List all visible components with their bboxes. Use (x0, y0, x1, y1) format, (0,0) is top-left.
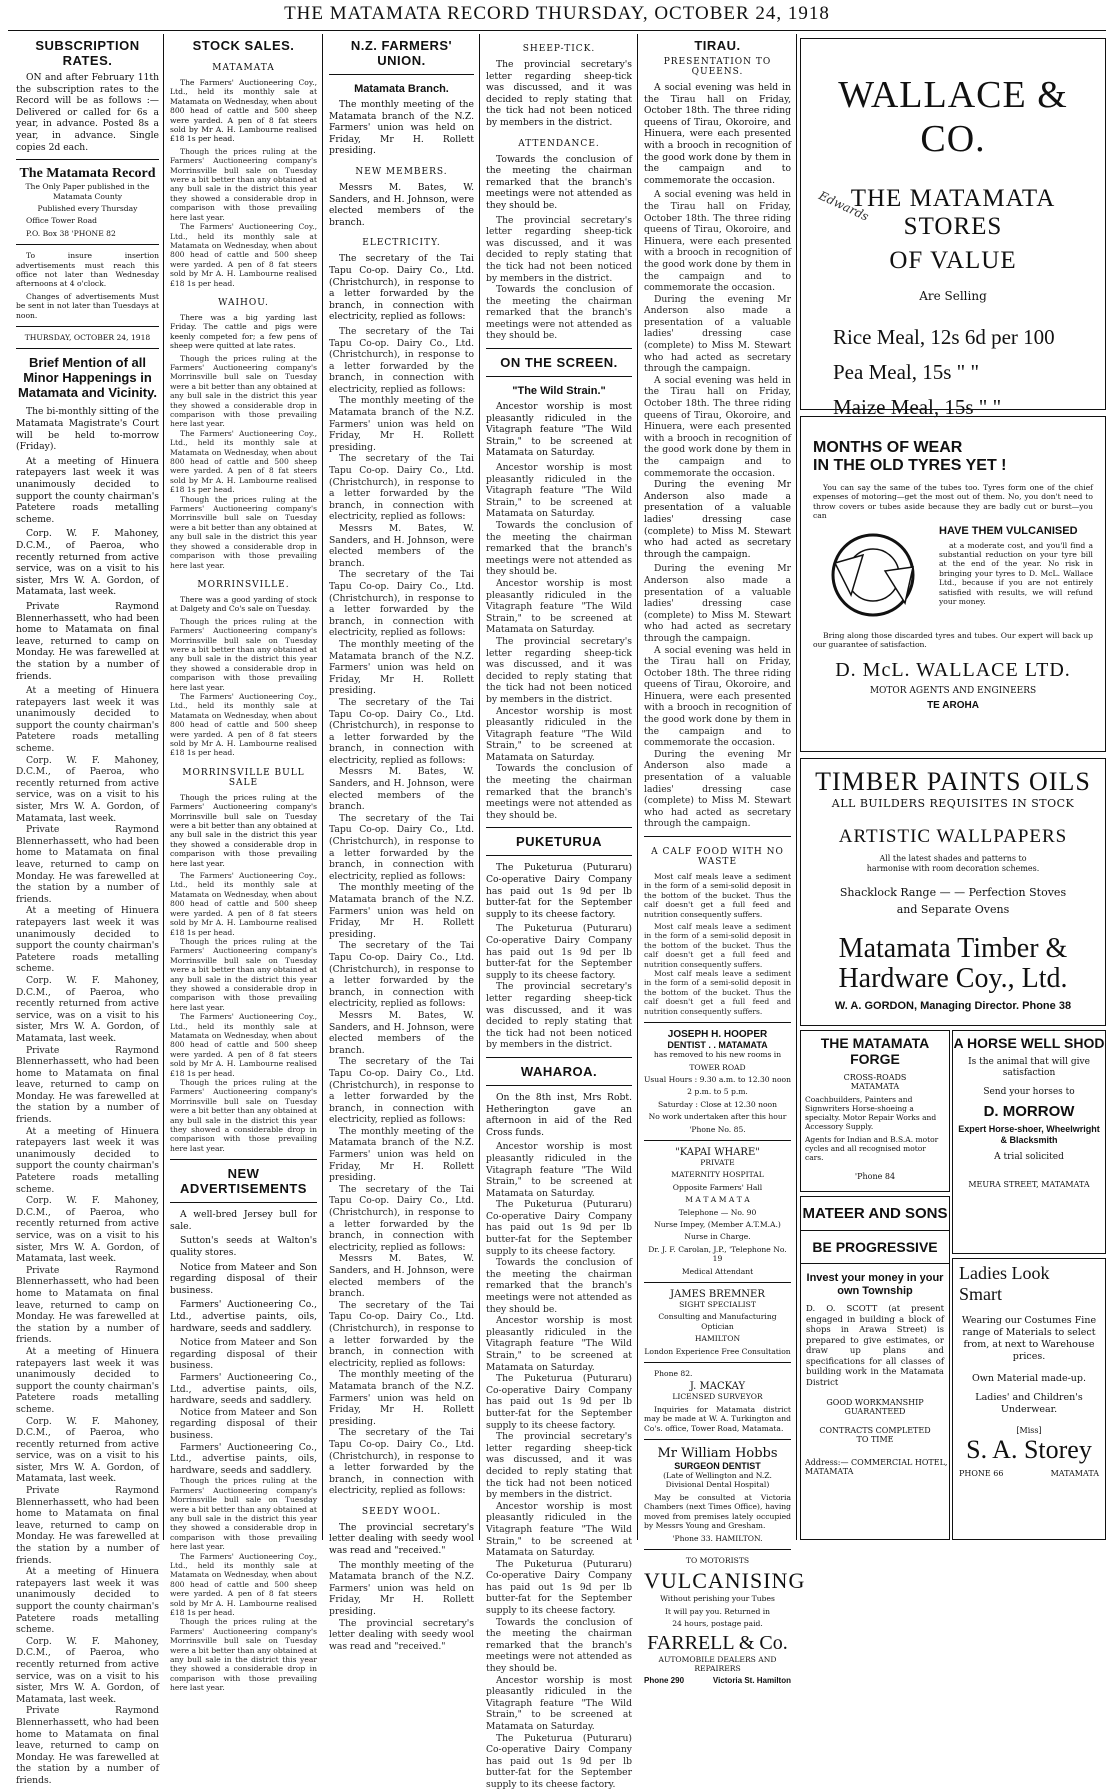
tyres-text: You can say the same of the tubes too. Tyres form one of the chief expenses of motoring—get the most out of them. No, you don't need to throw covers or tubes aside because they are badly cut or burst—you can (813, 483, 1093, 521)
body-text: The provincial secretary's letter dealing with seedy wool was read and "received." (329, 1617, 474, 1652)
column-rule (163, 34, 164, 1540)
body-text: The Farmers' Auctioneering Coy., Ltd., held its monthly sale at Matamata on Wednesday, when about 800 head of cattle and 500 sheep were yarded. A pen of 8 fat steers sold by Mr A. H. Lambourne realised £18 1s per head. (170, 1012, 317, 1078)
dateline: THURSDAY, OCTOBER 24, 1918 (24, 333, 151, 343)
ad-line: Saturday : Close at 12.30 noon (657, 1099, 778, 1109)
mateer-line: GUARANTEED (844, 1407, 906, 1416)
body-text: Ancestor worship is most pleasantly ridiculed in the Vitagraph feature "The Wild Strain," to be screened at Matamata on Saturday. (486, 462, 632, 520)
body-text: Though the prices ruling at the Farmers' Auctioneering company's Morrinsville bull sale on Tuesday were a bit better than any obtained at any bull sale in the district this year they showed a considerable drop in comparison with those prevailing here last year. (170, 353, 317, 429)
wallpapers-heading: ARTISTIC WALLPAPERS (838, 826, 1068, 847)
tyres-firm-line: MOTOR AGENTS AND ENGINEERS (869, 686, 1037, 697)
mateer-ad (800, 1196, 950, 1540)
forge-phone: 'Phone 84 (854, 1172, 896, 1181)
wallace-value: OF VALUE (889, 247, 1017, 274)
ad-line: Medical Attendant (681, 1266, 754, 1276)
ad-line: (Late of Wellington and N.Z. Divisional Dental Hospital) (663, 1471, 772, 1490)
mateer-line: CONTRACTS COMPLETED (819, 1426, 931, 1435)
ad-line: SIGHT SPECIALIST (679, 1300, 756, 1309)
ad-line: Dr. J. F. Carolan, J.P., 'Telephone No. 19 (648, 1244, 787, 1264)
body-text: The Puketurua (Puturaru) Co-operative Dairy Company has paid out 1s 9d per lb butter-fat for the September supply to its cheese factory. (486, 923, 632, 981)
invest-heading: Invest your money in your own Township (806, 1272, 944, 1297)
ad-line: Telephone — No. 90 (678, 1207, 757, 1217)
body-text: The monthly meeting of the Matamata branch of the N.Z. Farmers' union was held on Friday, Mr H. Rollett presiding. (329, 1559, 474, 1618)
body-text: The Farmers' Auctioneering Coy., Ltd., held its monthly sale at Matamata on Wednesday, when about 800 head of cattle and 500 sheep were yarded. A pen of 8 fat steers sold by Mr A. H. Lambourne realised £18 1s per head. (170, 871, 317, 937)
mateer-line: TO TIME (856, 1435, 894, 1444)
branch-subheading: Matamata Branch. (354, 83, 449, 95)
body-text: The Puketurua (Puturaru) Co-operative Dairy Company has paid out 1s 9d per lb butter-fat for the September supply to its cheese factory. (486, 1558, 632, 1617)
body-text: Ancestor worship is most pleasantly ridiculed in the Vitagraph feature "The Wild Strain," to be screened at Matamata on Saturday. (486, 705, 632, 763)
body-text: The provincial secretary's letter regarding sheep-tick was discussed, and it was decided to reply stating that the tick had not been noticed by members in the district. (486, 635, 632, 705)
body-text: Messrs M. Bates, W. Sanders, and H. Johnson, were elected members of the branch. (329, 523, 474, 569)
stock-report: The Farmers' Auctioneering Coy., Ltd., held its monthly sale at Matamata on Wednesday, when about 800 head of cattle and 500 sheep were yarded. A pen of 8 fat steers sold by Mr A. H. Lambourne realised £18 1s per head. (170, 78, 317, 144)
section-title: PRESENTATION TO QUEENS. (663, 57, 772, 77)
wallpapers-text: All the latest shades and patterns to harmonise with room decoration schemes. (866, 854, 1040, 873)
puketurua-heading: PUKETURUA (515, 834, 603, 850)
ladies-line: Own Material made-up. (972, 1373, 1086, 1384)
ad-line: LICENSED SURVEYOR (672, 1392, 763, 1402)
body-text: The secretary of the Tai Tapu Co-op. Dairy Co., Ltd. (Christchurch), in response to a letter forwarded by the branch, in connection with electricity, replied as follows: (329, 940, 474, 1010)
horse-heading: A HORSE WELL SHOD (953, 1035, 1105, 1051)
ad-line: No work undertaken after this hour (648, 1112, 787, 1122)
body-text: The secretary of the Tai Tapu Co-op. Dairy Co., Ltd. (Christchurch), in response to a letter forwarded by the branch, in connection with electricity, replied as follows: (329, 1056, 474, 1126)
body-text: The provincial secretary's letter regarding sheep-tick was discussed, and it was decided to reply stating that the tick had not been noticed by members in the district. (486, 214, 632, 284)
mateer-heading: MATEER AND SONS (802, 1205, 948, 1222)
body-text: Ancestor worship is most pleasantly ridiculed in the Vitagraph feature "The Wild Strain," to be screened at Matamata on Saturday. (486, 1500, 632, 1559)
column-2 (166, 34, 321, 1693)
news-paragraph: The monthly meeting of the Matamata branch of the N.Z. Farmers' union was held on Friday, Mr H. Rollett presiding. (329, 99, 474, 157)
body-text: Though the prices ruling at the Farmers' Auctioneering company's Morrinsville bull sale on Tuesday were a bit better than any obtained at any bull sale in the district this year they showed a considerable drop in comparison with those prevailing here last year. (170, 494, 317, 570)
body-text: The secretary of the Tai Tapu Co-op. Dairy Co., Ltd. (Christchurch), in response to a letter forwarded by the branch, in connection with electricity, replied as follows: (329, 325, 474, 395)
section-title: WAIHOU. (218, 297, 269, 308)
news-paragraph: At a meeting of Hinuera ratepayers last week it was unanimously decided to support the county chairman's Patetere roads metalling scheme. (16, 455, 159, 525)
miss-label: [Miss] (1016, 1426, 1042, 1435)
ad-line: Nurse in Charge. (684, 1232, 751, 1242)
body-text: Ancestor worship is most pleasantly ridiculed in the Vitagraph feature "The Wild Strain," to be screened at Matamata on Saturday. (486, 1674, 632, 1732)
farrell-name: FARRELL & Co. (647, 1631, 788, 1654)
news-paragraph: Corp. W. F. Mahoney, D.C.M., of Paeroa, who recently returned from active service, was on a visit to his sister, Mrs W. A. Gordon, of Matamata, last week. (16, 528, 159, 598)
body-text: The secretary of the Tai Tapu Co-op. Dairy Co., Ltd. (Christchurch), in response to a letter forwarded by the branch, in connection with electricity, replied as follows: (329, 1183, 474, 1253)
body-text: At a meeting of Hinuera ratepayers last week it was unanimously decided to support the county chairman's Patetere roads metalling scheme. (16, 1345, 159, 1415)
news-paragraph: The bi-monthly sitting of the Matamata Magistrate's Court will be held to-morrow (Friday). (16, 406, 159, 453)
body-text: Though the prices ruling at the Farmers' Auctioneering company's Morrinsville bull sale on Tuesday were a bit better than any obtained at any bull sale in the district this year they showed a considerable drop in comparison with those prevailing here last year. (170, 1476, 317, 1552)
news-paragraph: The provincial secretary's letter regarding sheep-tick was discussed, and it was decided to reply stating that the tick had not been noticed by members in the district. (486, 59, 632, 128)
body-text: The Puketurua (Puturaru) Co-operative Dairy Company has paid out 1s 9d per lb butter-fat for the September supply to its cheese factory. (486, 1373, 632, 1431)
column-1 (12, 34, 163, 1786)
body-text: Corp. W. F. Mahoney, D.C.M., of Paeroa, who recently returned from active service, was on a visit to his sister, Mrs W. A. Gordon, of Matamata, last week. (16, 974, 159, 1044)
ad-line: PRIVATE (700, 1157, 735, 1167)
news-paragraph: The secretary of the Tai Tapu Co-op. Dairy Co., Ltd. (Christchurch), in response to a letter forwarded by the branch, in connection with electricity, replied as follows: (329, 253, 474, 323)
range-line: Shacklock Range — — Perfection Stoves (839, 886, 1067, 899)
ad-line: Consulting and Manufacturing Optician (658, 1312, 777, 1331)
ad-line: Nurse Impey, (Member A.T.M.A.) (654, 1219, 781, 1229)
farrell-address: Victoria St. Hamilton (712, 1676, 791, 1686)
bremner-name: JAMES BREMNER (670, 1289, 765, 1300)
body-text: The Farmers' Auctioneering Coy., Ltd., held its monthly sale at Matamata on Wednesday, when about 800 head of cattle and 500 sheep were yarded. A pen of 8 fat steers sold by Mr A. H. Lambourne realised £18 1s per head. (170, 1551, 317, 1617)
paper-title: The Matamata Record (19, 166, 156, 182)
film-subheading: "The Wild Strain." (512, 385, 606, 398)
storey-name: S. A. Storey (966, 1435, 1092, 1464)
hobbs-title: SURGEON DENTIST (674, 1461, 761, 1472)
body-text: The secretary of the Tai Tapu Co-op. Dairy Co., Ltd. (Christchurch), in response to a letter forwarded by the branch, in connection with electricity, replied as follows: (329, 1427, 474, 1497)
body-text: The monthly meeting of the Matamata branch of the N.Z. Farmers' union was held on Friday, Mr H. Rollett presiding. (329, 395, 474, 453)
ad-notice: A well-bred Jersey bull for sale. (170, 1209, 317, 1232)
ad-line: AUTOMOBILE DEALERS AND REPAIRERS (658, 1654, 777, 1673)
news-paragraph: During the evening Mr Anderson also made a presentation of a valuable ladies' dressing case (complete) to Miss M. Stewart who had acted as secretary through the campaign. (644, 479, 791, 560)
timber-firm-2: Hardware Coy., Ltd. (838, 963, 1068, 994)
storey-town: MATAMATA (1050, 1469, 1099, 1478)
stock-report: There was a good yarding of stock at Dalgety and Co's sale on Tuesday. (170, 594, 317, 614)
ad-line: TO MOTORISTS (685, 1555, 750, 1565)
masthead-rule (8, 30, 1106, 31)
waharoa-heading: WAHAROA. (520, 1063, 598, 1079)
body-text: A social evening was held in the Tirau hall on Friday, October 18th. The three riding queens of Tirau, Okoroire, and Hinuera, were each presented with a brooch in recognition of the good work done by them in the campaign and to commemorate the occasion. (644, 374, 791, 479)
hooper-name: JOSEPH H. HOOPER (667, 1029, 768, 1041)
body-text: Private Raymond Blennerhassett, who had been home to Matamata on final leave, returned to camp on Monday. He was farewelled at the station by a number of friends. (16, 1264, 159, 1346)
body-text: Farmers' Auctioneering Co., Ltd., advertise paints, oils, hardware, seeds and saddlery. (170, 1441, 317, 1476)
news-paragraph: Messrs M. Bates, W. Sanders, and H. Johnson, were elected members of the branch. (329, 181, 474, 228)
tyres-text: at a moderate cost, and you'll find a substantial reduction on your tyre bill at the end of the year. No risk in bringing your tyres to D. McL. Wallace Ltd., because if you are not entirely satisfied with results, we will refund your money. (939, 540, 1093, 607)
masthead: THE MATAMATA RECORD THURSDAY, OCTOBER 24, 1918 (284, 3, 830, 24)
timber-heading: TIMBER PAINTS OILS (815, 767, 1091, 796)
body-text: At a meeting of Hinuera ratepayers last week it was unanimously decided to support the county chairman's Patetere roads metalling scheme. (16, 685, 159, 755)
box-line: P.O. Box 38 'PHONE 82 (26, 228, 116, 238)
morrow-name: D. MORROW (983, 1103, 1075, 1120)
ad-line: Without perishing your Tubes (660, 1594, 775, 1604)
price-item-name: Rice Meal, (833, 325, 926, 349)
news-paragraph: Ancestor worship is most pleasantly ridiculed in the Vitagraph feature "The Wild Strain," to be screened at Matamata on Saturday. (486, 401, 632, 459)
body-text: The secretary of the Tai Tapu Co-op. Dairy Co., Ltd. (Christchurch), in response to a letter forwarded by the branch, in connection with electricity, replied as follows: (329, 569, 474, 639)
body-text: At a meeting of Hinuera ratepayers last week it was unanimously decided to support the county chairman's Patetere roads metalling scheme. (16, 1125, 159, 1195)
ladies-heading-2: Smart (959, 1284, 1002, 1304)
farrell-phone: Phone 290 (644, 1676, 685, 1686)
tyres-ad (800, 416, 1106, 752)
body-text: Corp. W. F. Mahoney, D.C.M., of Paeroa, who recently returned from active service, was on a visit to his sister, Mrs W. A. Gordon, of Matamata, last week. (16, 1635, 159, 1705)
ad-line: 'Phone 33. HAMILTON. (672, 1533, 763, 1543)
body-text: The secretary of the Tai Tapu Co-op. Dairy Co., Ltd. (Christchurch), in response to a letter forwarded by the branch, in connection with electricity, replied as follows: (329, 1299, 474, 1369)
column-rule (322, 34, 323, 1540)
body-text: Farmers' Auctioneering Co., Ltd., advertise paints, oils, hardware, seeds and saddlery. (170, 1371, 317, 1407)
new-ads-heading: NEW ADVERTISEMENTS (180, 1166, 307, 1197)
horse-line: Is the animal that will give satisfaction (968, 1057, 1090, 1078)
body-text: Messrs M. Bates, W. Sanders, and H. Johnson, were elected members of the branch. (329, 1253, 474, 1300)
hooper-title: DENTIST . . MATAMATA (667, 1040, 768, 1051)
stock-report: Though the prices ruling at the Farmers' Auctioneering company's Morrinsville bull sale on Tuesday were a bit better than any obtained at any bull sale in the district this year they showed a considerable drop in comparison with those prevailing here last year. (170, 792, 317, 868)
scott-text: D. O. SCOTT (at present engaged in building a block of shops in Arawa Street) is prepared to give estimates, or draw up plans and specifications for all classes of building work in the Matamata District (806, 1304, 944, 1388)
section-title: SHEEP-TICK. (522, 44, 596, 54)
section-title: MORRINSVILLE. (197, 579, 290, 590)
horse-ad (952, 1030, 1106, 1254)
ad-line: 'Phone No. 85. (689, 1124, 746, 1134)
news-paragraph: The provincial secretary's letter dealing with seedy wool was read and "received." (329, 1521, 474, 1557)
ad-line: Opposite Farmers' Hall (672, 1182, 763, 1192)
column-rule (637, 34, 638, 1540)
body-text: The provincial secretary's letter regarding sheep-tick was discussed, and it was decided to reply stating that the tick had not been noticed by members in the district. (486, 1431, 632, 1501)
body-text: The monthly meeting of the Matamata branch of the N.Z. Farmers' union was held on Friday, Mr H. Rollett presiding. (329, 882, 474, 940)
forge-heading: THE MATAMATA FORGE (820, 1035, 930, 1067)
body-text: Though the prices ruling at the Farmers' Auctioneering company's Morrinsville bull sale on Tuesday were a bit better than any obtained at any bull sale in the district this year they showed a considerable drop in comparison with those prevailing here last year. (170, 1617, 317, 1693)
forge-ad (800, 1030, 950, 1192)
ad-line: It will pay you. Returned in (664, 1606, 771, 1616)
paper-line: The Only Paper published in the Matamata County (25, 182, 150, 201)
ladies-line: Ladies' and Children's Underwear. (975, 1392, 1083, 1415)
body-text: A social evening was held in the Tirau hall on Friday, October 18th. The three riding queens of Tirau, Okoroire, and Hinuera, were each presented with a brooch in recognition of the good work done by them in the campaign and to commemorate the occasion. (644, 644, 791, 749)
ad-line: M A T A M A T A (685, 1195, 750, 1205)
calf-food-text: Most calf meals leave a sediment in the form of a semi-solid deposit in the bottom of the bucket. Thus the calf doesn't get a full feed and nutrition consequently suffers. (644, 872, 791, 919)
body-text: Though the prices ruling at the Farmers' Auctioneering company's Morrinsville bull sale on Tuesday were a bit better than any obtained at any bull sale in the district this year they showed a considerable drop in comparison with those prevailing here last year. (170, 936, 317, 1012)
tirau-heading: TIRAU. (694, 38, 741, 53)
wallace-stores: THE MATAMATA STORES (850, 185, 1056, 240)
tyre-illustration (813, 525, 933, 625)
vulcanising-heading: VULCANISING (644, 1568, 806, 1594)
body-text: Corp. W. F. Mahoney, D.C.M., of Paeroa, who recently returned from active service, was on a visit to his sister, Mrs W. A. Gordon, of Matamata, last week. (16, 1195, 159, 1265)
storey-phone: PHONE 66 (959, 1469, 1004, 1478)
column-rule (479, 34, 480, 1540)
body-text: Notice from Mateer and Son regarding disposal of their business. (170, 1406, 317, 1441)
mackay-name: J. MACKAY (689, 1381, 746, 1393)
body-text: Ancestor worship is most pleasantly ridiculed in the Vitagraph feature "The Wild Strain," to be screened at Matamata on Saturday. (486, 1141, 632, 1199)
manager-line: W. A. GORDON, Managing Director. (834, 1000, 1020, 1012)
price-item-price: 15s " " (922, 360, 980, 384)
body-text: The monthly meeting of the Matamata branch of the N.Z. Farmers' union was held on Friday, Mr H. Rollett presiding. (329, 1369, 474, 1427)
body-text: Though the prices ruling at the Farmers' Auctioneering company's Morrinsville bull sale on Tuesday were a bit better than any obtained at any bull sale in the district this year they showed a considerable drop in comparison with those prevailing here last year. (170, 1078, 317, 1153)
section-title: NEW MEMBERS. (355, 166, 448, 177)
section-title: ATTENDANCE. (518, 138, 600, 149)
ad-line: 24 hours, postage paid. (672, 1619, 763, 1629)
ladies-ad (952, 1258, 1106, 1540)
news-paragraph: Towards the conclusion of the meeting the chairman remarked that the branch's meetings were not attended as they should be. (486, 153, 632, 211)
body-text: The Farmers' Auctioneering Coy., Ltd., held its monthly sale at Matamata on Wednesday, when about 800 head of cattle and 500 sheep were yarded. A pen of 8 fat steers sold by Mr A. H. Lambourne realised £18 1s per head. (170, 222, 317, 288)
brief-mention-heading: Brief Mention of all Minor Happenings in Matamata and Vicinity. (18, 355, 157, 401)
body-text: At a meeting of Hinuera ratepayers last week it was unanimously decided to support the county chairman's Patetere roads metalling scheme. (16, 1566, 159, 1636)
column-3 (325, 34, 478, 1652)
morrow-title: Expert Horse-shoer, Wheelwright & Blacksmith (958, 1124, 1100, 1145)
body-text: Towards the conclusion of the meeting the chairman remarked that the branch's meetings were not attended as they should be. (486, 284, 632, 342)
wallace-ad (800, 38, 1106, 419)
section-title: MORRINSVILLE BULL SALE (182, 767, 305, 788)
section-title: MATAMATA (212, 63, 275, 73)
ad-line: Inquiries for Matamata district may be made at W. A. Turkington and Co's. office, Tower Road, Matamata. (644, 1404, 791, 1433)
tyres-heading-1: MONTHS OF WEAR (813, 439, 963, 456)
body-text: Towards the conclusion of the meeting the chairman remarked that the branch's meetings were not attended as they should be. (486, 763, 632, 821)
body-text: Private Raymond Blennerhassett, who had been home to Matamata on final leave, returned to camp on Monday. He was farewelled at the station by a number of friends. (16, 1485, 159, 1566)
body-text: The provincial secretary's letter regarding sheep-tick was discussed, and it was decided to reply stating that the tick had not been noticed by members in the district. (486, 981, 632, 1051)
news-paragraph: A social evening was held in the Tirau hall on Friday, October 18th. The three riding queens of Tirau, Okoroire, and Hinuera, were each presented with a brooch in recognition of the good work done by them in the campaign and to commemorate the occasion. (644, 82, 791, 186)
progressive-heading: BE PROGRESSIVE (812, 1239, 938, 1255)
forge-line: CROSS-ROADS (843, 1073, 907, 1082)
body-text: The secretary of the Tai Tapu Co-op. Dairy Co., Ltd. (Christchurch), in response to a letter forwarded by the branch, in connection with electricity, replied as follows: (329, 812, 474, 882)
news-paragraph: Private Raymond Blennerhassett, who had been home to Matamata on final leave, returned to camp on Monday. He was farewelled at the station by a number of friends. (16, 600, 159, 682)
body-text: Though the prices ruling at the Farmers' Auctioneering company's Morrinsville bull sale on Tuesday were a bit better than any obtained at any bull sale in the district this year they showed a considerable drop in comparison with those prevailing here last year. (170, 146, 317, 222)
body-text: Ancestor worship is most pleasantly ridiculed in the Vitagraph feature "The Wild Strain," to be screened at Matamata on Saturday. (486, 577, 632, 636)
ladies-text: Wearing our Costumes Fine range of Materials to select from, at next to Warehouse prices. (961, 1315, 1097, 1362)
body-text: Messrs M. Bates, W. Sanders, and H. Johnson, were elected members of the branch. (329, 1009, 474, 1056)
body-text: Notice from Mateer and Son regarding disposal of their business. (170, 1337, 317, 1372)
price-item-price: 12s 6d per 100 (930, 325, 1055, 349)
body-text: Corp. W. F. Mahoney, D.C.M., of Paeroa, who recently returned from active service, was on a visit to his sister, Mrs W. A. Gordon, of Matamata, last week. (16, 754, 159, 824)
ad-notice: Farmers' Auctioneering Co., Ltd., advertise paints, oils, hardware, seeds and saddlery. (170, 1299, 317, 1334)
stock-sales-heading: STOCK SALES. (192, 38, 295, 53)
body-text: During the evening Mr Anderson also made a presentation of a valuable ladies' dressing case (complete) to Miss M. Stewart who had acted as secretary through the campaign. (644, 563, 791, 644)
horse-line: A trial solicited (994, 1152, 1064, 1162)
body-text: The secretary of the Tai Tapu Co-op. Dairy Co., Ltd. (Christchurch), in response to a letter forwarded by the branch, in connection with electricity, replied as follows: (329, 696, 474, 766)
ad-notice: Sutton's seeds at Walton's quality stores. (170, 1235, 317, 1259)
ladies-heading-1: Ladies Look (959, 1263, 1050, 1283)
screen-heading: ON THE SCREEN. (500, 355, 618, 371)
mateer-address: Address:— COMMERCIAL HOTEL, MATAMATA (805, 1458, 948, 1476)
tyres-text: Bring along those discarded tyres and tubes. Our expert will back up our guarantee of satisfaction. (813, 630, 1093, 650)
forge-text: Coachbuilders, Painters and Signwriters Horse-shoeing a specialty. Motor Repair Works and Accessory Supply. (805, 1095, 937, 1131)
price-item-name: Maize Meal, (833, 395, 940, 419)
ovens-line: and Separate Ovens (896, 903, 1010, 916)
subscription-text: ON and after February 11th the subscription rates to the Record will be as follows :— Delivered or called for 6s a year, in advance. Posted 8s a year, in advance. Single copies 2d each. (16, 72, 159, 153)
forge-text: Agents for Indian and B.S.A. motor cycles and all recognised motor cars. (805, 1135, 939, 1162)
tyres-firm: D. McL. WALLACE LTD. (835, 659, 1071, 682)
body-text: Ancestor worship is most pleasantly ridiculed in the Vitagraph feature "The Wild Strain," to be screened at Matamata on Saturday. (486, 1315, 632, 1373)
timber-ad (800, 758, 1106, 1026)
price-item-name: Pea Meal, (833, 360, 917, 384)
tyres-firm-line: TE AROHA (927, 700, 979, 712)
column-rule (796, 34, 797, 1540)
forge-line: MATAMATA (850, 1082, 900, 1091)
horse-line: Send your horses to (983, 1087, 1075, 1097)
mateer-line: GOOD WORKMANSHIP (826, 1398, 924, 1407)
body-text: Most calf meals leave a sediment in the form of a semi-solid deposit in the bottom of the bucket. Thus the calf doesn't get a full feed and nutrition consequently suffers. (644, 969, 791, 1016)
subscription-heading: SUBSCRIPTION RATES. (35, 38, 140, 68)
vulcanised-heading: HAVE THEM VULCANISED (939, 524, 1078, 537)
ad-notice: Notice from Mateer and Son regarding disposal of their business. (170, 1261, 317, 1296)
handwritten-note: Edwards (816, 188, 871, 224)
wallace-selling: Are Selling (919, 289, 987, 303)
body-text: Private Raymond Blennerhassett, who had been home to Matamata on final leave, returned to camp on Monday. He was farewelled at the station by a number of friends. (16, 824, 159, 905)
ad-line: has removed to his new rooms in (653, 1050, 782, 1060)
body-text: The monthly meeting of the Matamata branch of the N.Z. Farmers' union was held on Friday, Mr H. Rollett presiding. (329, 638, 474, 697)
body-text: The Farmers' Auctioneering Coy., Ltd., held its monthly sale at Matamata on Wednesday, when about 800 head of cattle and 500 sheep were yarded. A pen of 8 fat steers sold by Mr A. H. Lambourne realised £18 1s per head. (170, 428, 317, 495)
news-paragraph: The Puketurua (Puturaru) Co-operative Dairy Company has paid out 1s 9d per lb butter-fat for the September supply to its cheese factory. (486, 862, 632, 920)
horse-address: MEURA STREET, MATAMATA (968, 1180, 1090, 1189)
body-text: The monthly meeting of the Matamata branch of the N.Z. Farmers' union was held on Friday, Mr H. Rollett presiding. (329, 1125, 474, 1184)
body-text: Most calf meals leave a sediment in the form of a semi-solid deposit in the bottom of the bucket. Thus the calf doesn't get a full feed and nutrition consequently suffers. (644, 922, 791, 969)
ad-line: HAMILTON (694, 1334, 741, 1344)
column-5 (640, 34, 806, 1686)
notice: Changes of advertisements Must be sent in not later than Tuesdays at noon. (16, 291, 159, 320)
body-text: Towards the conclusion of the meeting the chairman remarked that the branch's meetings were not attended as they should be. (486, 1257, 632, 1315)
body-text: Though the prices ruling at the Farmers' Auctioneering company's Morrinsville bull sale on Tuesday were a bit better than any obtained at any bull sale in the district this year they showed a considerable drop in comparison with those prevailing here last year. (170, 616, 317, 692)
price-item-price: 15s " " (944, 395, 1002, 419)
timber-firm-1: Matamata Timber & (838, 933, 1068, 964)
kapai-name: "KAPAI WHARE" (675, 1146, 760, 1158)
tyres-heading-2: IN THE OLD TYRES YET ! (813, 457, 1007, 474)
body-text: Towards the conclusion of the meeting the chairman remarked that the branch's meetings were not attended as they should be. (486, 520, 632, 578)
ad-line: London Experience Free Consultation (644, 1346, 791, 1356)
wallace-title: WALLACE & CO. (838, 74, 1068, 160)
column-4 (482, 34, 636, 1790)
office-line: Office Tower Road (26, 216, 97, 226)
body-text: The secretary of the Tai Tapu Co-op. Dairy Co., Ltd. (Christchurch), in response to a letter forwarded by the branch, in connection with electricity, replied as follows: (329, 453, 474, 523)
ad-line: TOWER ROAD (689, 1062, 746, 1072)
section-title: ELECTRICITY. (362, 238, 441, 249)
body-text: Private Raymond Blennerhassett, who had been home to Matamata on final leave, returned to camp on Monday. He was farewelled at the station by a number of friends. (16, 1044, 159, 1126)
notice: To insure insertion advertisements must reach this office not later than Wednesday afternoons at 4 o'clock. (16, 251, 159, 289)
timber-sub: ALL BUILDERS REQUISITES IN STOCK (831, 797, 1075, 810)
body-text: During the evening Mr Anderson also made a presentation of a valuable ladies' dressing case (complete) to Miss M. Stewart who had acted as secretary through the campaign. (644, 293, 791, 375)
body-text: Corp. W. F. Mahoney, D.C.M., of Paeroa, who recently returned from active service, was on a visit to his sister, Mrs W. A. Gordon, of Matamata, last week. (16, 1415, 159, 1485)
ad-line: 2 p.m. to 5 p.m. (687, 1087, 748, 1097)
timber-phone: Phone 38 (1022, 1000, 1072, 1012)
body-text: During the evening Mr Anderson also made a presentation of a valuable ladies' dressing case (complete) to Miss M. Stewart who had acted as secretary through the campaign. (644, 748, 791, 830)
calf-food-heading: A CALF FOOD WITH NO WASTE (651, 847, 784, 867)
stock-report: There was a big yarding last Friday. The cattle and pigs were keenly competed for; a few pens of sheep were quitted at late rates. (170, 312, 317, 351)
ad-line: MATERNITY HOSPITAL (671, 1170, 764, 1180)
section-title: SEEDY WOOL. (361, 1506, 442, 1517)
ad-line: Usual Hours : 9.30 a.m. to 12.30 noon (644, 1074, 791, 1084)
ad-line: Phone 82. (654, 1369, 693, 1379)
ad-line: May be consulted at Victoria Chambers (next Times Office), having moved from premises lately occupied by Messrs Young and Gresham. (644, 1492, 791, 1531)
body-text: Messrs M. Bates, W. Sanders, and H. Johnson, were elected members of the branch. (329, 766, 474, 813)
body-text: The Farmers' Auctioneering Coy., Ltd., held its monthly sale at Matamata on Wednesday, when about 800 head of cattle and 500 sheep were yarded. A pen of 8 fat steers sold by Mr A. H. Lambourne realised £18 1s per head. (170, 691, 317, 758)
farmers-union-heading: N.Z. FARMERS' UNION. (350, 38, 453, 68)
body-text: Private Raymond Blennerhassett, who had been home to Matamata on final leave, returned to camp on Monday. He was farewelled at the station by a number of friends. (16, 1705, 159, 1786)
body-text: The Puketurua (Puturaru) Co-operative Dairy Company has paid out 1s 9d per lb butter-fat for the September supply to its cheese factory. (486, 1732, 632, 1790)
body-text: A social evening was held in the Tirau hall on Friday, October 18th. The three riding queens of Tirau, Okoroire, and Hinuera, were each presented with a brooch in recognition of the good work done by them in the campaign and to commemorate the occasion. (644, 189, 791, 294)
body-text: Towards the conclusion of the meeting the chairman remarked that the branch's meetings were not attended as they should be. (486, 1616, 632, 1675)
paper-line: Published every Thursday (37, 203, 138, 213)
hobbs-name: Mr William Hobbs (657, 1446, 778, 1462)
news-paragraph: On the 8th inst, Mrs Robt. Hetherington gave an afternoon in aid of the Red Cross funds. (486, 1091, 632, 1138)
body-text: The Puketurua (Puturaru) Co-operative Dairy Company has paid out 1s 9d per lb butter-fat for the September supply to its cheese factory. (486, 1199, 632, 1257)
body-text: At a meeting of Hinuera ratepayers last week it was unanimously decided to support the county chairman's Patetere roads metalling scheme. (16, 905, 159, 975)
